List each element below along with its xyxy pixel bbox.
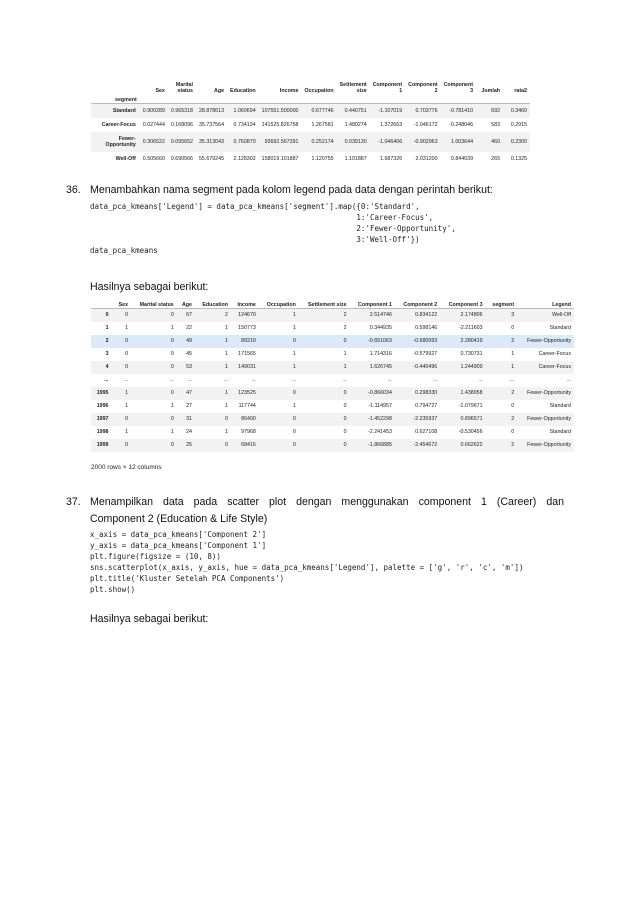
column-header: Settlement size (299, 298, 350, 309)
row-index: 0 (105, 312, 109, 319)
header-spacer (196, 94, 227, 104)
table-cell: Career-Focus (538, 351, 571, 357)
code-line: sns.scatterplot(x_axis, y_axis, hue = data_pca_kmeans['Legend'], palette = ['g', 'r', 'c', 'm']) (90, 563, 524, 572)
table-cell: -2.241453 (368, 429, 392, 435)
table-cell: 1 (125, 390, 129, 396)
table-cell: -0.651063 (368, 338, 392, 344)
table-cell: 0.298330 (415, 390, 438, 396)
row-index: ... (104, 377, 109, 383)
table-cell: 1.120755 (311, 155, 334, 162)
table-row (91, 426, 574, 439)
table-cell: 1 (343, 364, 347, 370)
table-cell: 460 (491, 138, 501, 145)
code-block-legend-map (90, 201, 456, 256)
table-cell: 0 (224, 442, 228, 448)
table-cell: 68416 (241, 442, 256, 448)
table-cell: -1.046172 (413, 121, 438, 128)
header-spacer (337, 94, 370, 104)
code-line: 2:'Fewer-Opportunity', (90, 224, 456, 233)
code-line: 3:'Well-Off'}) (90, 235, 420, 244)
table-cell: 0.677746 (311, 107, 334, 114)
row-label: Well-Off (115, 155, 136, 162)
table-cell: 0 (292, 416, 296, 422)
code-line: y_axis = data_pca_kmeans['Component 1'] (90, 541, 267, 550)
table-cell: 45 (186, 351, 192, 357)
table-cell: 0.027444 (142, 121, 165, 128)
table-cell: 35.737564 (198, 121, 225, 128)
table-cell: -0.248046 (449, 121, 474, 128)
code-line: plt.figure(figsize = (10, 8)) (90, 552, 221, 561)
table-cell: 93692.567391 (264, 138, 299, 145)
table-cell: -0.440496 (413, 364, 438, 370)
table-cell: 158019.101887 (261, 155, 299, 162)
segment-summary-table (91, 76, 530, 166)
table-cell: ... (478, 377, 483, 383)
table-cell: 0.095652 (170, 138, 193, 145)
step-text: Menampilkan data pada scatter plot dengan menggunakan component 1 (Career) dan (90, 496, 564, 508)
table-cell: 0.252174 (311, 138, 334, 145)
step-text-continued: Component 2 (Education & Life Style) (90, 513, 268, 525)
header-spacer (370, 94, 405, 104)
table-cell: 86400 (241, 416, 256, 422)
table-cell: -0.579927 (413, 351, 438, 357)
table-cell: 1.244909 (460, 364, 483, 370)
table-cell: 0 (170, 338, 174, 344)
table-cell: 0.896571 (460, 416, 483, 422)
table-cell: 0.3460 (510, 107, 528, 114)
table-cell: ... (387, 377, 392, 383)
table-cell: 0 (511, 429, 515, 435)
step-36-heading (66, 183, 493, 198)
column-header: Education (230, 88, 256, 94)
table-cell: Fewer-Opportunity (527, 338, 571, 344)
table-row (91, 413, 574, 426)
table-cell: ... (169, 377, 174, 383)
table-row (91, 118, 530, 132)
header-spacer (476, 94, 503, 104)
code-line: plt.title('Kluster Setelah PCA Components') (90, 574, 285, 583)
column-header: Settlement size (339, 82, 367, 94)
table-cell: 47 (186, 390, 192, 396)
table-cell: 1 (292, 312, 296, 319)
index-name: segment (91, 94, 140, 104)
table-cell: ... (123, 377, 129, 383)
table-cell: 1 (292, 364, 296, 370)
table-cell: 0 (292, 390, 296, 396)
table-cell: -0.781410 (449, 107, 474, 114)
table-cell: 2 (511, 338, 515, 344)
table-cell: 2.174806 (460, 312, 483, 319)
table-cell: -1.107019 (378, 107, 403, 114)
table-cell: 107551.500000 (261, 107, 299, 114)
header-spacer (405, 94, 440, 104)
table-cell: ... (187, 377, 192, 383)
table-cell: 0.760870 (233, 138, 256, 145)
table-cell: 0 (170, 416, 174, 422)
row-index: 1998 (96, 429, 109, 435)
table-cell: Standard (549, 403, 571, 409)
column-header: Marital status (175, 82, 193, 94)
table-cell: 0.039130 (344, 138, 367, 145)
table-cell: 0.598146 (415, 325, 438, 331)
table-cell: 0.734134 (233, 121, 256, 128)
table-cell: ... (566, 377, 571, 383)
table-cell: 0 (292, 429, 296, 435)
table-cell: Fewer-Opportunity (527, 390, 571, 396)
row-label: Standard (112, 107, 136, 114)
table-cell: 53 (186, 364, 192, 370)
table-cell: -1.866885 (368, 442, 392, 448)
table-cell: 1.438958 (460, 390, 483, 396)
data-pca-kmeans-table (91, 298, 574, 452)
header-spacer (301, 94, 336, 104)
table-cell: 1.687326 (380, 155, 403, 162)
table-cell: 1 (224, 364, 228, 370)
code-line: 1:'Career-Focus', (90, 213, 434, 222)
table-cell: 0 (511, 325, 515, 331)
row-index: 1997 (96, 416, 109, 422)
table-header-row (91, 76, 530, 94)
table-row (91, 132, 530, 152)
table-cell: 0 (170, 351, 174, 357)
table-cell: 0 (343, 338, 347, 344)
table-cell: 0 (125, 312, 129, 319)
table-cell: ... (342, 377, 347, 383)
table-cell: 0 (125, 364, 129, 370)
table-corner (91, 298, 114, 309)
table-cell: 1.714316 (369, 351, 392, 357)
column-header: Legend (517, 298, 574, 309)
column-header: Component 1 (372, 82, 403, 94)
table-cell: 0 (343, 390, 347, 396)
table-cell: 0.344935 (369, 325, 392, 331)
table-cell: 0.627108 (415, 429, 438, 435)
table-cell: 1.267581 (311, 121, 334, 128)
table-cell: 1 (170, 429, 174, 435)
table-cell: 1 (224, 403, 228, 409)
table-cell: 0 (343, 442, 347, 448)
table-cell: 0 (292, 442, 296, 448)
table-cell: 0.965318 (170, 107, 193, 114)
code-line: x_axis = data_pca_kmeans['Component 2'] (90, 530, 267, 539)
step-text: Menambahkan nama segment pada kolom legend pada data dengan perintah berikut: (90, 184, 493, 196)
row-index: 1995 (96, 390, 109, 396)
table-cell: -1.046406 (378, 138, 403, 145)
table-cell: 1 (292, 325, 296, 331)
table-cell: 1.060694 (233, 107, 256, 114)
column-header: segment (486, 298, 518, 309)
table-cell: 0.703776 (415, 107, 438, 114)
table-cell: 0.900289 (142, 107, 165, 114)
table-cell: 150773 (238, 325, 256, 331)
table-cell: 0 (343, 403, 347, 409)
table-cell: 35.313043 (198, 138, 225, 145)
table-cell: 2 (511, 442, 515, 448)
row-index: 2 (105, 338, 109, 344)
column-header: Sex (114, 298, 132, 309)
column-header: Component 3 (440, 298, 485, 309)
table-row (91, 309, 574, 322)
table-cell: 22 (186, 325, 192, 331)
table-cell: 117744 (238, 403, 256, 409)
row-index: 1999 (96, 442, 109, 448)
table-cell: 28.878613 (198, 107, 225, 114)
table-cell: 0.690566 (170, 155, 193, 162)
table-cell: 2 (224, 312, 228, 319)
column-header: Age (177, 298, 195, 309)
table-cell: 1 (125, 403, 129, 409)
table-row (91, 335, 574, 348)
row-index: 1996 (96, 403, 109, 409)
table-cell: 0.306522 (142, 138, 165, 145)
column-header: Education (195, 298, 231, 309)
table-cell: 89210 (241, 338, 256, 344)
table-cell: 0 (125, 351, 129, 357)
result-label: Hasilnya sebagai berikut: (90, 613, 209, 625)
table-cell: 1 (125, 325, 129, 331)
table-cell: 1 (224, 325, 228, 331)
header-spacer (259, 94, 302, 104)
column-header: Jumlah (481, 88, 501, 94)
header-spacer (503, 94, 530, 104)
column-header: rata2 (514, 88, 528, 94)
column-header: Occupation (304, 88, 334, 94)
table-cell: 0 (170, 390, 174, 396)
table-cell: 0.730731 (460, 351, 483, 357)
table-cell: 0 (224, 416, 228, 422)
table-cell: 0.168096 (170, 121, 193, 128)
table-row (91, 361, 574, 374)
step-37-heading (66, 495, 564, 510)
table-cell: 583 (491, 121, 501, 128)
table-cell: 0 (125, 416, 129, 422)
table-row (91, 439, 574, 452)
table-cell: 2.031200 (415, 155, 438, 162)
table-cell: 97968 (241, 429, 256, 435)
table-cell: 1 (343, 351, 347, 357)
step-number: 37. (66, 496, 81, 508)
table-cell: 49 (186, 338, 192, 344)
code-line: data_pca_kmeans['Legend'] = data_pca_kmeans['segment'].map({0:'Standard', (90, 202, 420, 211)
table-cell: 2.514746 (369, 312, 392, 319)
table-row (91, 374, 574, 387)
column-header: Sex (155, 88, 165, 94)
table-cell: 1.480274 (344, 121, 367, 128)
table-cell: 24 (186, 429, 192, 435)
row-label: Career-Focus (101, 121, 136, 128)
table-cell: 1 (292, 403, 296, 409)
table-cell: ... (223, 377, 228, 383)
table-cell: 1 (292, 351, 296, 357)
table-row (91, 152, 530, 166)
table-cell: -1.114957 (368, 403, 392, 409)
table-cell: 1 (224, 338, 228, 344)
table-cell: 124670 (238, 312, 256, 319)
column-header: Income (231, 298, 259, 309)
table-cell: 55.679245 (198, 155, 225, 162)
table-cell: 1.372663 (380, 121, 403, 128)
row-index: 3 (105, 351, 109, 357)
table-cell: -0.866034 (368, 390, 392, 396)
table-cell: ... (251, 377, 256, 383)
table-row (91, 104, 530, 118)
row-index: 4 (105, 364, 109, 370)
table-cell: 1 (170, 403, 174, 409)
table-row (91, 348, 574, 361)
table-cell: 692 (491, 107, 501, 114)
table-cell: -2.454672 (413, 442, 438, 448)
table-cell: 0.662622 (460, 442, 483, 448)
header-spacer (227, 94, 259, 104)
table-cell: 123525 (238, 390, 256, 396)
row-label: Fewer- Opportunity (105, 135, 136, 148)
header-spacer (168, 94, 196, 104)
table-cell: 171565 (238, 351, 256, 357)
table-cell: 1.003644 (450, 138, 474, 145)
column-header: Component 2 (408, 82, 438, 94)
code-line: data_pca_kmeans (90, 246, 158, 255)
table-cell: 0 (511, 403, 515, 409)
table-cell: 0 (170, 442, 174, 448)
table-corner (91, 76, 140, 94)
row-index: 1 (105, 325, 109, 331)
step-number: 36. (66, 184, 81, 196)
table-cell: 1 (170, 325, 174, 331)
table-cell: 2 (511, 416, 515, 422)
table-cell: Well-Off (552, 312, 571, 319)
table-cell: 27 (186, 403, 192, 409)
column-header: Income (279, 88, 299, 94)
table-cell: -2.211603 (459, 325, 483, 331)
result-label: Hasilnya sebagai berikut: (90, 281, 209, 293)
table-row (91, 322, 574, 335)
table-cell: 1 (125, 429, 129, 435)
table-cell: 0 (343, 416, 347, 422)
table-cell: 1 (224, 429, 228, 435)
table-cell: 67 (186, 312, 192, 319)
table-cell: -1.079671 (458, 403, 483, 409)
table-cell: 0 (125, 338, 129, 344)
table-cell: -0.902963 (413, 138, 438, 145)
table-cell: 149031 (238, 364, 256, 370)
index-name-row (91, 94, 530, 104)
table-cell: 3 (511, 312, 515, 319)
column-header: Component 2 (395, 298, 440, 309)
table-cell: 0.1325 (510, 155, 528, 162)
table-cell: 2.128302 (233, 155, 256, 162)
column-header: Age (214, 88, 225, 94)
table-cell: 0.2915 (510, 121, 528, 128)
code-block-scatterplot (90, 529, 523, 595)
table-cell: -0.530456 (458, 429, 483, 435)
table-cell: 1 (224, 351, 228, 357)
table-cell: 0.440751 (344, 107, 367, 114)
table-cell: 0.834122 (415, 312, 438, 319)
table-cell: Fewer-Opportunity (527, 442, 571, 448)
table-cell: 0.2300 (510, 138, 528, 145)
table-cell: Standard (549, 325, 571, 331)
column-header: Occupation (259, 298, 299, 309)
code-line: plt.show() (90, 585, 136, 594)
table-cell: 31 (186, 416, 192, 422)
table-cell: ... (432, 377, 438, 383)
table-cell: 0 (343, 429, 347, 435)
table-cell: 1 (511, 351, 515, 357)
table-cell: 1.101887 (344, 155, 367, 162)
table-cell: 0.794727 (415, 403, 438, 409)
table-cell: 265 (491, 155, 501, 162)
table-cell: 2 (343, 312, 347, 319)
table-cell: 0 (170, 312, 174, 319)
table-cell: 0.505660 (142, 155, 165, 162)
table-cell: ... (509, 377, 515, 383)
table-cell: -1.452298 (368, 416, 392, 422)
table-cell: 1.626745 (369, 364, 392, 370)
table-cell: 2.280419 (460, 338, 483, 344)
table-cell: 25 (186, 442, 192, 448)
column-header: Component 3 (443, 82, 474, 94)
header-spacer (140, 94, 168, 104)
table-cell: 1 (224, 390, 228, 396)
table-cell: 0.844039 (450, 155, 474, 162)
table-cell: 0 (170, 364, 174, 370)
table-row (91, 387, 574, 400)
table-cell: Career-Focus (538, 364, 571, 370)
table-cell: 0 (125, 442, 129, 448)
header-spacer (441, 94, 476, 104)
table-cell: 141525.826758 (261, 121, 299, 128)
column-header: Component 1 (350, 298, 395, 309)
table-cell: 1 (511, 364, 515, 370)
table-row (91, 400, 574, 413)
table-header-row (91, 298, 574, 309)
table-cell: Fewer-Opportunity (527, 416, 571, 422)
table-cell: 0 (292, 338, 296, 344)
table-cell: 2 (511, 390, 515, 396)
column-header: Marital status (131, 298, 177, 309)
table-cell: -0.680093 (413, 338, 438, 344)
table-cell: Standard (549, 429, 571, 435)
table-cell: -2.235937 (413, 416, 438, 422)
table-cell: ... (291, 377, 296, 383)
table-cell: 2 (343, 325, 347, 331)
row-count: 2000 rows × 12 columns (91, 464, 162, 471)
